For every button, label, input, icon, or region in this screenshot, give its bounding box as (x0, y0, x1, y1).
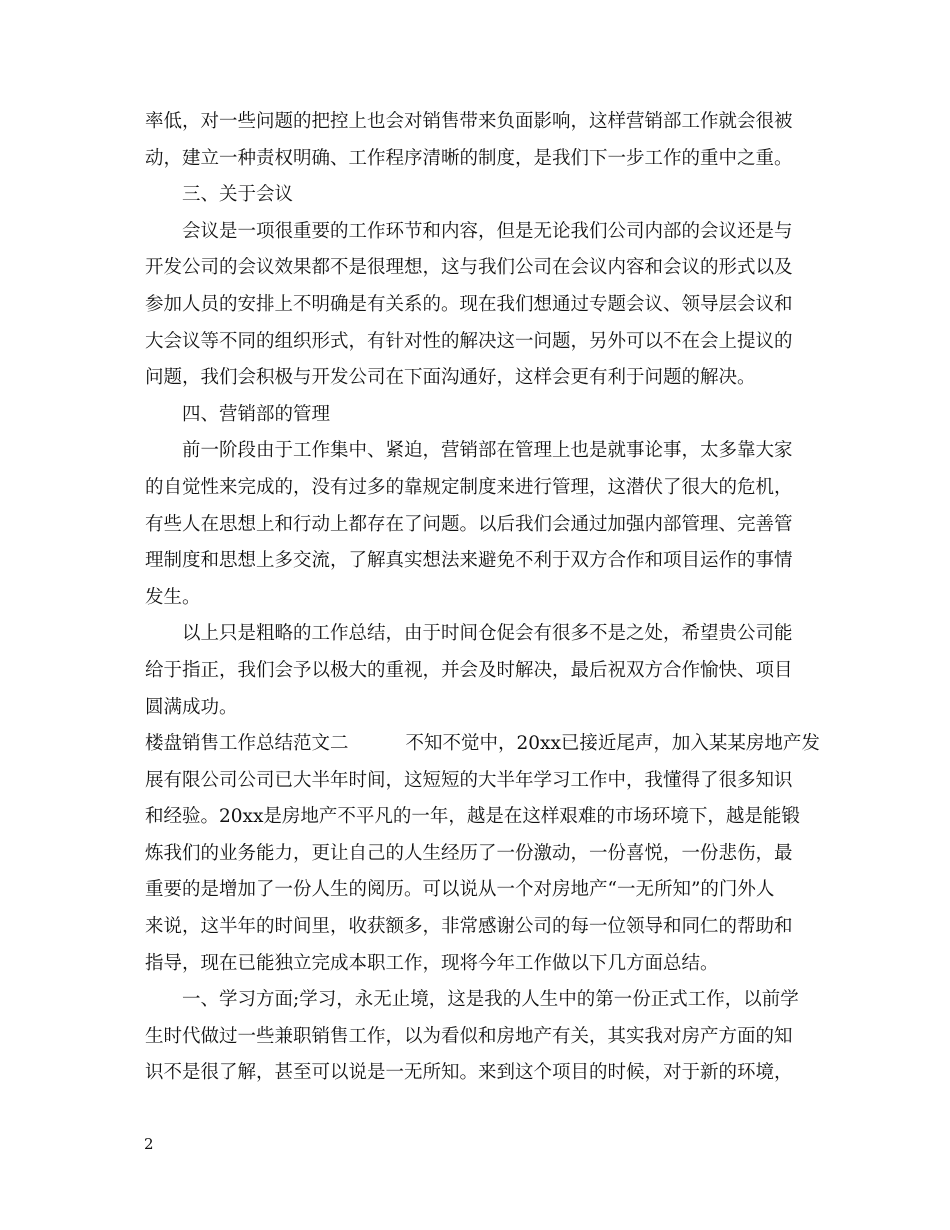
text-line: 展有限公司公司已大半年时间，这短短的大半年学习工作中，我懂得了很多知识 (145, 769, 793, 791)
text-line: 和经验。20xx是房地产不平凡的一年，越是在这样艰难的市场环境下，越是能锻 (145, 806, 800, 828)
text-line: 重要的是增加了一份人生的阅历。可以说从一个对房地产“一无所知”的门外人 (145, 879, 775, 901)
text-line: 一、学习方面;学习，永无止境，这是我的人生中的第一份正式工作，以前学 (182, 989, 799, 1011)
page-number: 2 (144, 1135, 154, 1153)
text-line: 动，建立一种责权明确、工作程序清晰的制度，是我们下一步工作的重中之重。 (145, 147, 793, 169)
text-line: 问题，我们会积极与开发公司在下面沟通好，这样会更有利于问题的解决。 (145, 367, 756, 389)
text-line: 会议是一项很重要的工作环节和内容，但是无论我们公司内部的会议还是与 (182, 220, 793, 242)
text-line: 有些人在思想上和行动上都存在了问题。以后我们会通过加强内部管理、完善管 (145, 513, 793, 535)
text-line: 炼我们的业务能力，更让自己的人生经历了一份激动，一份喜悦，一份悲伤，最 (145, 842, 793, 864)
text-line: 率低，对一些问题的把控上也会对销售带来负面影响，这样营销部工作就会很被 (145, 111, 793, 132)
section-heading: 三、关于会议 (182, 184, 294, 206)
text-line: 开发公司的会议效果都不是很理想，这与我们公司在会议内容和会议的形式以及 (145, 257, 793, 279)
article-title: 楼盘销售工作总结范文二 (145, 733, 349, 755)
text-line: 发生。 (145, 586, 201, 608)
text-line: 的自觉性来完成的，没有过多的靠规定制度来进行管理，这潜伏了很大的危机， (145, 476, 793, 498)
text-line: 前一阶段由于工作集中、紧迫，营销部在管理上也是就事论事，太多靠大家 (182, 440, 793, 462)
text-line: 指导，现在已能独立完成本职工作，现将今年工作做以下几方面总结。 (145, 952, 719, 974)
text-line-tail: 不知不觉中，20xx已接近尾声，加入某某房地产发 (405, 733, 820, 755)
text-line: 圆满成功。 (145, 696, 238, 718)
section-heading: 四、营销部的管理 (182, 403, 331, 425)
text-line: 给于指正，我们会予以极大的重视，并会及时解决，最后祝双方合作愉快、项目 (145, 659, 793, 681)
text-line: 来说，这半年的时间里，收获额多，非常感谢公司的每一位领导和同仁的帮助和 (145, 916, 793, 938)
text-line: 大会议等不同的组织形式，有针对性的解决这一问题，另外可以不在会上提议的 (145, 330, 793, 352)
text-line: 生时代做过一些兼职销售工作，以为看似和房地产有关，其实我对房产方面的知 (145, 1025, 793, 1047)
text-line: 以上只是粗略的工作总结，由于时间仓促会有很多不是之处，希望贵公司能 (182, 623, 793, 645)
text-line: 识不是很了解，甚至可以说是一无所知。来到这个项目的时候，对于新的环境， (145, 1062, 793, 1084)
text-line-with-title (145, 726, 820, 763)
document-body (145, 104, 820, 1092)
text-line: 理制度和思想上多交流，了解真实想法来避免不利于双方合作和项目运作的事情 (145, 550, 793, 572)
text-line: 参加人员的安排上不明确是有关系的。现在我们想通过专题会议、领导层会议和 (145, 293, 793, 315)
